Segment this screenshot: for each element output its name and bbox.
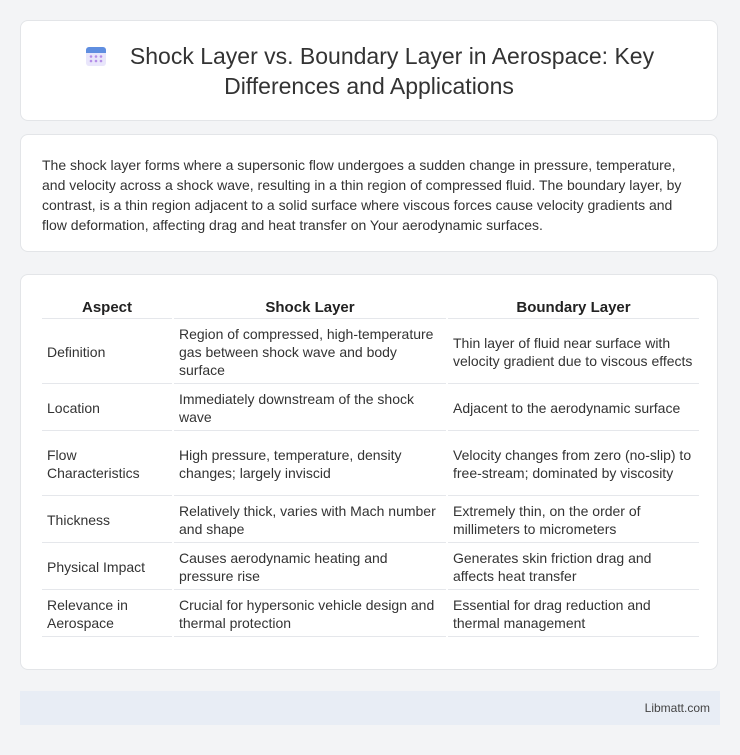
shock-layer-cell: Crucial for hypersonic vehicle design and thermal protection (174, 592, 446, 637)
shock-layer-cell: Region of compressed, high-temperature gas between shock wave and body surface (174, 321, 446, 384)
title-card (20, 20, 718, 121)
aspect-cell: Relevance in Aerospace (42, 592, 172, 637)
table-row (42, 545, 699, 590)
comparison-table (40, 295, 701, 639)
column-header-shock-layer: Shock Layer (174, 297, 446, 319)
boundary-layer-cell: Adjacent to the aerodynamic surface (448, 386, 699, 431)
page-title: Shock Layer vs. Boundary Layer in Aerospace: Key Differences and Applications (129, 42, 655, 99)
table-row (42, 433, 699, 496)
table-row (42, 592, 699, 637)
boundary-layer-cell: Essential for drag reduction and thermal management (448, 592, 699, 637)
boundary-layer-cell: Extremely thin, on the order of millimeters to micrometers (448, 498, 699, 543)
column-header-boundary-layer: Boundary Layer (448, 297, 699, 319)
aspect-cell: Location (42, 386, 172, 431)
boundary-layer-cell: Velocity changes from zero (no-slip) to free-stream; dominated by viscosity (448, 433, 699, 496)
aspect-cell: Thickness (42, 498, 172, 543)
table-header-row (42, 297, 699, 319)
shock-layer-cell: High pressure, temperature, density changes; largely inviscid (174, 433, 446, 496)
table-row (42, 321, 699, 384)
shock-layer-cell: Causes aerodynamic heating and pressure rise (174, 545, 446, 590)
shock-layer-cell: Relatively thick, varies with Mach number and shape (174, 498, 446, 543)
intro-paragraph: The shock layer forms where a supersonic flow undergoes a sudden change in pressure, temperature, and velocity across a shock wave, resulting in a thin region of compressed fluid. The boundary layer, by contrast, is a thin region adjacent to a solid surface where viscous forces cause velocity gradients and flow deformation, affecting drag and heat transfer on Your aerodynamic surfaces. (42, 157, 682, 233)
table-row (42, 498, 699, 543)
aspect-cell: Definition (42, 321, 172, 384)
shock-layer-cell: Immediately downstream of the shock wave (174, 386, 446, 431)
table-row (42, 386, 699, 431)
calendar-icon (84, 44, 108, 68)
intro-card (20, 134, 718, 252)
aspect-cell: Flow Characteristics (42, 433, 172, 496)
boundary-layer-cell: Thin layer of fluid near surface with velocity gradient due to viscous effects (448, 321, 699, 384)
comparison-card (20, 274, 718, 670)
footer-brand-link[interactable]: Libmatt.com (644, 701, 710, 715)
footer-bar (20, 691, 720, 725)
page-title-wrap (69, 41, 669, 101)
boundary-layer-cell: Generates skin friction drag and affects heat transfer (448, 545, 699, 590)
column-header-aspect: Aspect (42, 297, 172, 319)
aspect-cell: Physical Impact (42, 545, 172, 590)
